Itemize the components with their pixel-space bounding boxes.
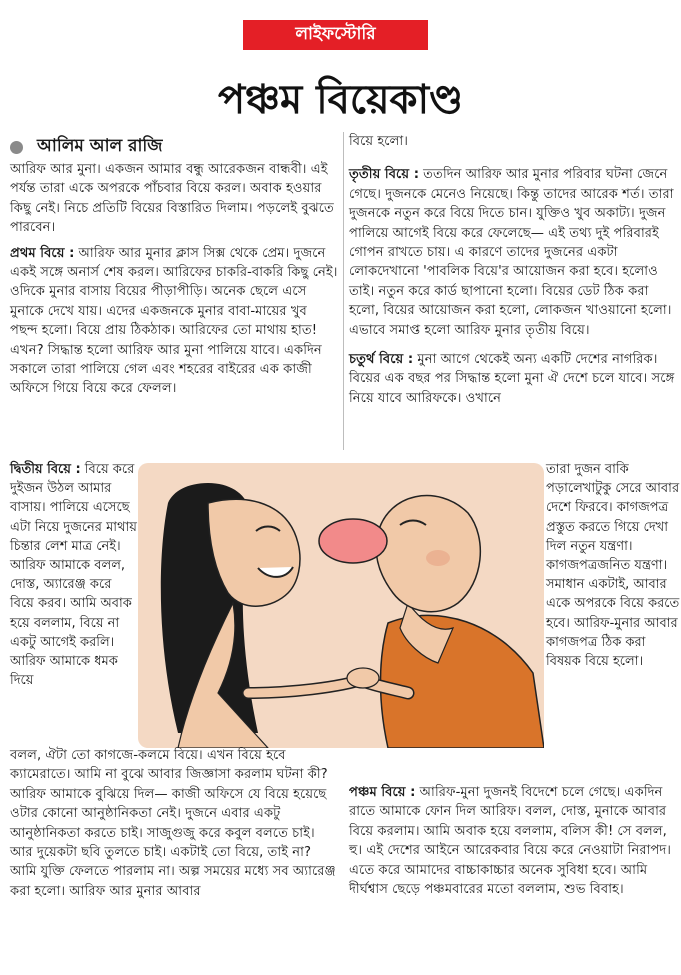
couple-cartoon-illustration (138, 463, 544, 748)
fourth-wedding-side-text: তারা দুজন বাকি পড়ালেখাটুকু সেরে আবার দেশে ফিরবে। কাগজপত্র প্রস্তুত করতে গিয়ে দেখা দিল নতুন যন্ত্রণা। কাগজপত্রজনিত যন্ত্রণা। সমাধান একটাই, আবার একে অপরকে বিয়ে করতে হবে। আরিফ-মুনার আবার কাগজপত্র ঠিক করা বিষয়ক বিয়ে হলো। (546, 462, 680, 670)
fifth-wedding-text: আরিফ-মুনা দুজনই বিদেশে চলে গেছে। একদিন রাতে আমাকে ফোন দিল আরিফ। বলল, দোস্ত, মুনাকে আবার বিয়ে করলাম। আমি অবাক হয়ে বললাম, বলিস কী! সে বলল, হু। এই দেশের আইনে আরেকবার বিয়ে করে নেওয়াটা নিরাপদ। এতে করে আমাদের বাচ্চাকাচ্চার অনেক সুবিধা হবে। আমি দীর্ঘশ্বাস ছেড়ে পঞ্চমবারের মতো বললাম, শুভ বিবাহ। (349, 785, 671, 898)
first-wedding-paragraph (10, 244, 338, 399)
second-wedding-side-text (10, 460, 138, 690)
intro-paragraph: আরিফ আর মুনা। একজন আমার বন্ধু আরেকজন বান্ধবী। এই পর্যন্ত তারা একে অপরকে পাঁচবার বিয়ে করল। অবাক হওয়ার কিছু নেই। নিচে প্রতিটি বিয়ের বিস্তারিত দিলাম। পড়লেই বুঝতে পারবেন। (10, 162, 334, 236)
right-column (349, 132, 675, 414)
author-name: আলিম আল রাজি (37, 136, 163, 156)
second-wedding-below-text: বলল, ঐটা তো কাগজে-কলমে বিয়ে। এখন বিয়ে হবে ক্যামেরাতে। আমি না বুঝে আবার জিজ্ঞাসা করলাম ঘটনা কী? আরিফ আমাকে বুঝিয়ে দিল— কাজী অফিসে যে বিয়ে হয়েছে ওটার কোনো আনুষ্ঠানিকতা নেই। দুজনে এবার একটু আনুষ্ঠানিকতা করতে চাই। সাজুগুজু করে কবুল বলতে চাই। আর দুয়েকটা ছবি তুলতে চাই। একটাই তো বিয়ে, তাই না? আমি যুক্তি ফেলতে পারলাম না। অল্প সময়ের মধ্যে সব অ্যারেঞ্জ করা হলো। আরিফ আর মুনার আবার (10, 748, 336, 899)
second-wedding-label: দ্বিতীয় বিয়ে : (10, 462, 81, 477)
section-tag: লাইফস্টোরি (243, 20, 428, 50)
fourth-wedding-text: মুনা আগে থেকেই অন্য একটি দেশের নাগরিক। বিয়ের এক বছর পর সিদ্ধান্ত হলো মুনা ঐ দেশে চলে যাবে। সঙ্গে নিয়ে যাবে আরিফকে। ওখানে (349, 352, 675, 406)
first-wedding-text: আরিফ আর মুনার ক্লাস সিক্স থেকে প্রেম। দুজনে একই সঙ্গে অনার্স শেষ করল। আরিফের চাকরি-বাকরি কিছু নেই। ওদিকে মুনার বাসায় বিয়ের পীড়াপীড়ি। অনেক ছেলে এসে মুনাকে দেখে যায়। এদের একজনকে মুনার বাবা-মায়ের খুব পছন্দ হলো। বিয়ে প্রায় ঠিকঠাক। আরিফের তো মাথায় হাত! এখন? সিদ্ধান্ত হলো আরিফ আর মুনা পালিয়ে যাবে। একদিন সকালে তারা পালিয়ে গেল এবং শহরের বাইরের এক কাজী অফিসে গিয়ে বিয়ে করে ফেলল। (10, 245, 338, 397)
second-wedding-text: বিয়ে করে দুইজন উঠল আমার বাসায়। পালিয়ে এসেছে এটা নিয়ে দুজনের মাথায় চিন্তার লেশ মাত্র নেই। আরিফ আমাকে বলল, দোস্ত, অ্যারেঞ্জ করে বিয়ে করব। আমি অবাক হয়ে বললাম, বিয়ে না একটু আগেই করলি। আরিফ আমাকে ধমক দিয়ে (10, 462, 137, 689)
third-wedding-text: ততদিন আরিফ আর মুনার পরিবার ঘটনা জেনে গেছে। দুজনকে মেনেও নিয়েছে। কিন্তু তাদের আরেক শর্ত। তারা দুজনকে নতুন করে বিয়ে দিতে চান। যুক্তিও খুব অকাট্য। দুজন পালিয়ে আগেই বিয়ে করে ফেলেছে— এই তথ্য দুই পরিবারই গোপন রাখতে চায়। এ কারণে তাদের দুজনের একটা লোকদেখানো 'পাবলিক বিয়ে'র আয়োজন করা হবে। হলোও তাই। নতুন করে কার্ড ছাপানো হলো। বিয়ের ডেট ঠিক করা হলো, বিয়ের আয়োজন করা হলো, লোকজন খাওয়ানো হলো। এভাবে সমাপ্ত হলো আরিফ মুনার তৃতীয় বিয়ে। (349, 167, 674, 338)
fourth-wedding-paragraph (349, 350, 675, 408)
second-wedding-continuation: বিয়ে হলো। (349, 134, 408, 149)
headline: পঞ্চম বিয়েকাণ্ড (217, 76, 464, 123)
bullet-icon (10, 141, 23, 154)
third-wedding-paragraph (349, 165, 675, 340)
left-column (10, 160, 338, 405)
fourth-wedding-label: চতুর্থ বিয়ে : (349, 352, 414, 368)
fifth-wedding-paragraph (349, 783, 675, 899)
first-wedding-label: প্রথম বিয়ে : (10, 245, 75, 261)
third-wedding-label: তৃতীয় বিয়ে : (349, 167, 419, 183)
fifth-wedding-label: পঞ্চম বিয়ে : (349, 785, 416, 800)
byline (10, 133, 163, 161)
column-divider (343, 132, 344, 450)
